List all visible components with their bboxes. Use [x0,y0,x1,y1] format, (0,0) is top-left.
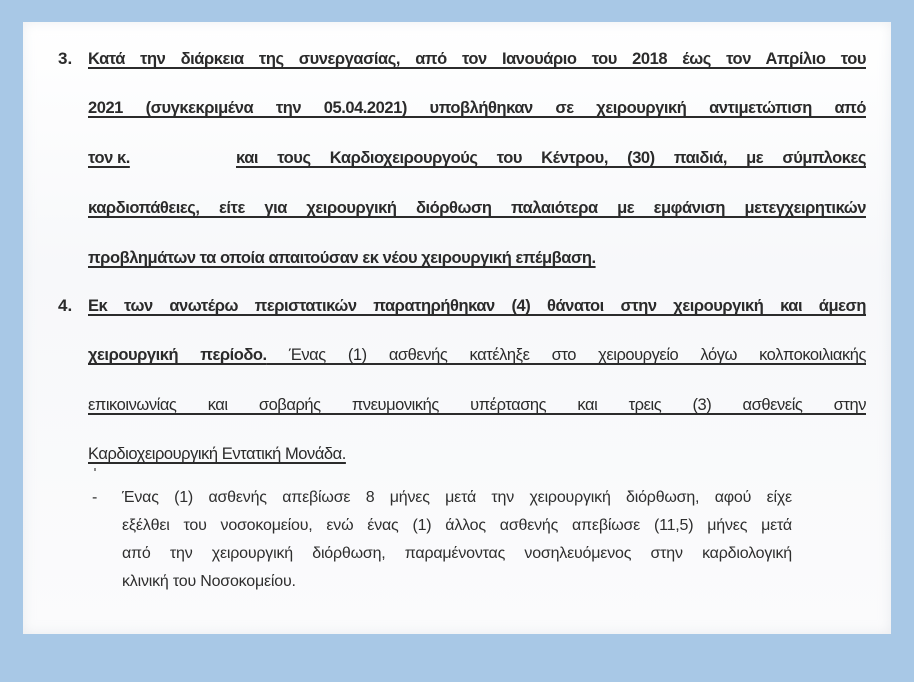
bullet-line: από την χειρουργική διόρθωση, παραμένοντας νοσηλευόμενος στην καρδιολογική [122,545,792,562]
section-3-line: Κατά την διάρκεια της συνεργασίας, από τον Ιανουάριο του 2018 έως τον Απρίλιο του [88,50,866,68]
section-4-line: επικοινωνίας και σοβαρής πνευμονικής υπέρτασης και τρεις (3) ασθενείς στην [88,396,866,414]
section-4-line [88,345,866,365]
section-4-line: Εκ των ανωτέρω περιστατικών παρατηρήθηκαν (4) θάνατοι στην χειρουργική και άμεση [88,297,866,315]
section-3-line: και τους Καρδιοχειρουργούς του Κέντρου, (30) παιδιά, με σύμπλοκες [236,149,866,167]
scan-artifact [94,468,96,471]
section-number: 4. [58,296,73,315]
bullet-paragraph [122,484,792,596]
bold-phrase: χειρουργική περίοδο. [88,346,267,364]
section-3-line: τον κ. [88,149,130,167]
section-number: 3. [58,49,73,68]
bullet-line: Ένας (1) ασθενής απεβίωσε 8 μήνες μετά την χειρουργική διόρθωση, αφού είχε [122,489,792,506]
line-text: Ένας (1) ασθενής κατέληξε στο χειρουργείο λόγω κολποκοιλιακής [266,346,866,364]
section-4-line: Καρδιοχειρουργική Εντατική Μονάδα. [88,445,346,463]
bullet-line: κλινική του Νοσοκομείου. [122,573,296,590]
section-3-line: 2021 (συγκεκριμένα την 05.04.2021) υποβλήθηκαν σε χειρουργική αντιμετώπιση από [88,99,866,117]
bullet-line: εξέλθει του νοσοκομείου, ενώ ένας (1) άλλος ασθενής απεβίωσε (11,5) μήνες μετά [122,517,792,534]
bullet-marker: - [92,489,98,506]
section-3-line: προβλημάτων τα οποία απαιτούσαν εκ νέου χειρουργική επέμβαση. [88,249,596,267]
section-3-line: καρδιοπάθειες, είτε για χειρουργική διόρθωση παλαιότερα με εμφάνιση μετεγχειρητικών [88,199,866,217]
